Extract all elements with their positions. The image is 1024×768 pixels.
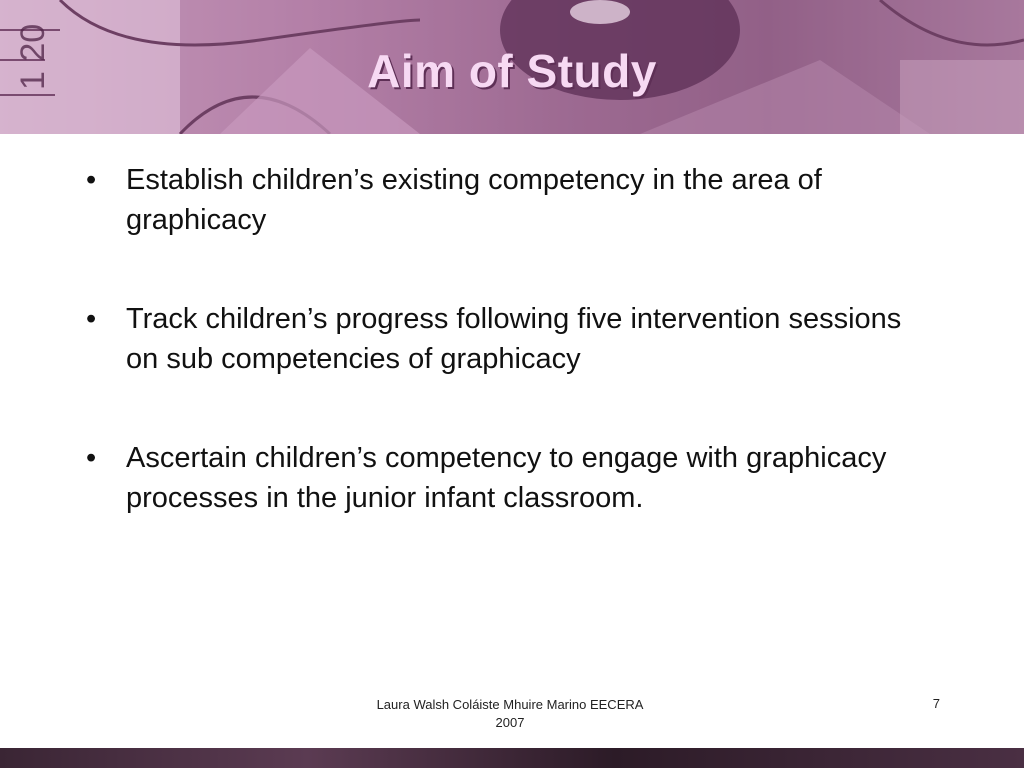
bullet-marker: • <box>86 442 97 474</box>
bottom-decorative-strip <box>0 748 1024 768</box>
footer-credit <box>355 696 665 732</box>
bullet-text: Establish children’s existing competency in the area of graphicacy <box>126 164 822 236</box>
bullet-list <box>86 160 926 577</box>
slide-title: Aim of Study <box>367 45 657 97</box>
bullet-item-3 <box>86 438 926 518</box>
bullet-text: Ascertain children’s competency to engage with graphicacy processes in the junior infant classroom. <box>126 442 887 514</box>
bullet-item-1 <box>86 160 926 240</box>
footer-credit-line-1: Laura Walsh Coláiste Mhuire Marino EECERA <box>376 697 644 712</box>
footer-credit-line-2: 2007 <box>495 715 525 730</box>
bullet-marker: • <box>86 164 97 196</box>
bullet-text: Track children’s progress following five intervention sessions on sub competencies of graphicacy <box>126 303 902 375</box>
bullet-marker: • <box>86 303 97 335</box>
banner-numbers: 1 20 <box>14 23 52 90</box>
bullet-item-2 <box>86 299 926 379</box>
slide-number: 7 <box>932 696 940 711</box>
